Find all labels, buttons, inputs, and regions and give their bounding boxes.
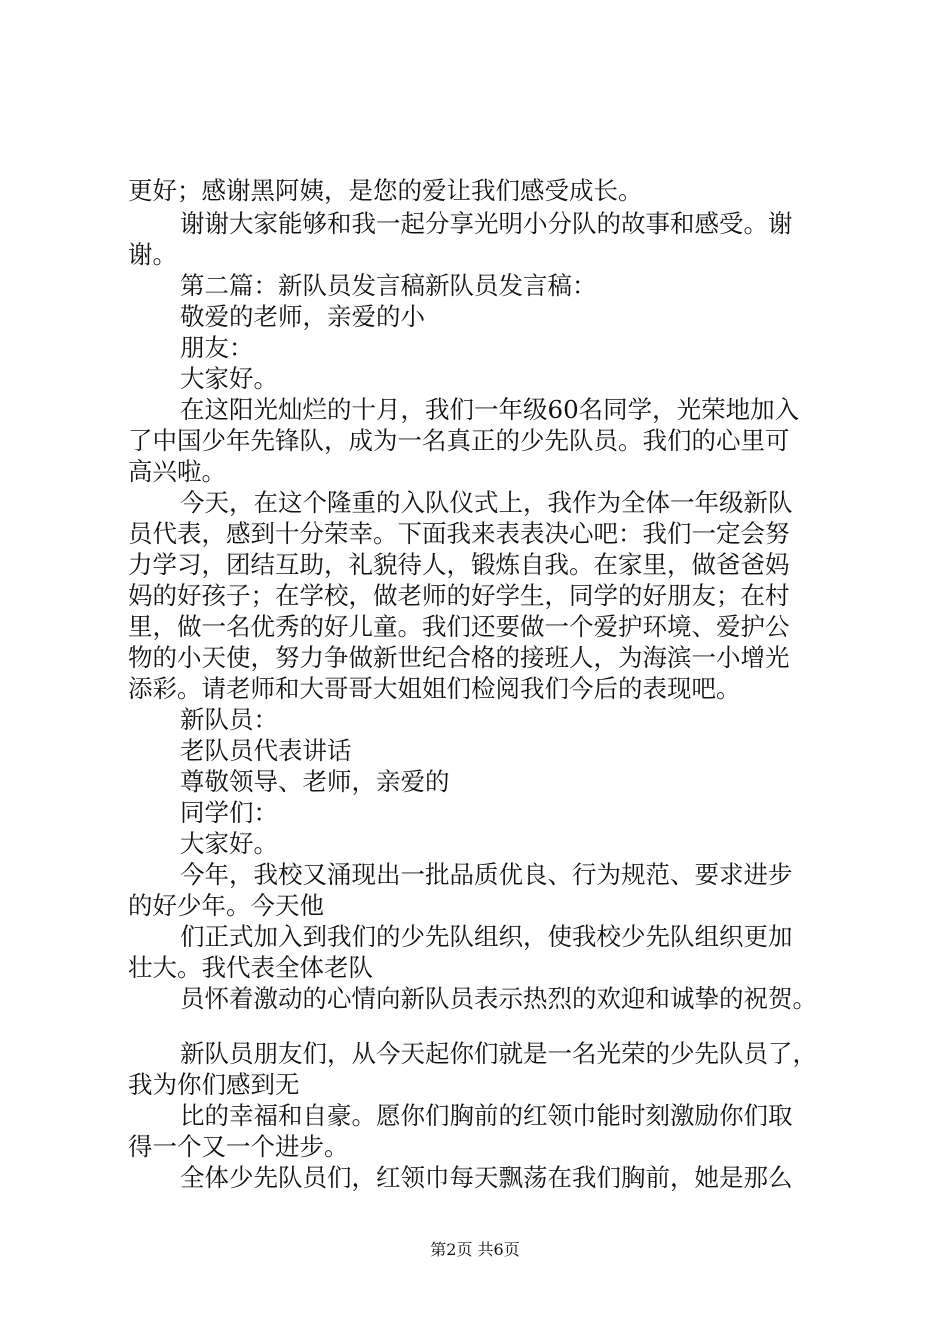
text-line-5: 敬爱的老师，亲爱的小 <box>180 302 425 331</box>
text-line-2: 谢谢大家能够和我一起分享光明小分队的故事和感受。谢 <box>180 209 793 238</box>
text-line-19: 老队员代表讲话 <box>180 736 352 765</box>
text-line-14: 妈的好孩子；在学校，做老师的好学生，同学的好朋友；在村 <box>128 581 790 610</box>
text-line-11: 今天，在这个隆重的入队仪式上，我作为全体一年级新队 <box>180 488 793 517</box>
text-line-29: 我为你们感到无 <box>128 1070 300 1099</box>
page-number: 第2页 共6页 <box>430 1240 520 1259</box>
text-line-9: 了中国少年先锋队，成为一名真正的少先队员。我们的心里可 <box>128 426 790 455</box>
text-line-23: 今年，我校又涌现出一批品质优良、行为规范、要求进步 <box>180 860 793 889</box>
text-line-20: 尊敬领导、老师，亲爱的 <box>180 767 450 796</box>
text-line-25: 们正式加入到我们的少先队组织，使我校少先队组织更加 <box>180 922 793 951</box>
text-line-17: 添彩。请老师和大哥哥大姐姐们检阅我们今后的表现吧。 <box>128 674 741 703</box>
text-line-10: 高兴啦。 <box>128 457 226 486</box>
text-line-21: 同学们： <box>180 798 278 827</box>
text-line-30: 比的幸福和自豪。愿你们胸前的红领巾能时刻激励你们取 <box>180 1101 793 1130</box>
text-line-1: 更好；感谢黑阿姨，是您的爱让我们感受成长。 <box>128 176 643 205</box>
text-line-26: 壮大。我代表全体老队 <box>128 953 373 982</box>
text-line-13: 力学习，团结互助，礼貌待人，锻炼自我。在家里，做爸爸妈 <box>128 550 790 579</box>
text-line-15: 里，做一名优秀的好儿童。我们还要做一个爱护环境、爱护公 <box>128 612 790 641</box>
text-line-24: 的好少年。今天他 <box>128 891 324 920</box>
text-line-7: 大家好。 <box>180 364 278 393</box>
text-line-8: 在这阳光灿烂的十月，我们一年级60名同学，光荣地加入 <box>180 395 800 424</box>
text-line-27: 员怀着激动的心情向新队员表示热烈的欢迎和诚挚的祝贺。 <box>180 984 817 1013</box>
text-line-28: 新队员朋友们，从今天起你们就是一名光荣的少先队员了， <box>180 1039 817 1068</box>
text-line-32: 全体少先队员们，红领巾每天飘荡在我们胸前，她是那么 <box>180 1163 793 1192</box>
text-line-6: 朋友： <box>180 333 254 362</box>
text-line-18: 新队员： <box>180 705 278 734</box>
text-line-31: 得一个又一个进步。 <box>128 1132 349 1161</box>
text-line-12: 员代表，感到十分荣幸。下面我来表表决心吧：我们一定会努 <box>128 519 790 548</box>
text-line-22: 大家好。 <box>180 829 278 858</box>
text-line-4: 第二篇：新队员发言稿新队员发言稿： <box>180 271 597 300</box>
text-line-16: 物的小天使，努力争做新世纪合格的接班人，为海滨一小增光 <box>128 643 790 672</box>
text-line-3: 谢。 <box>128 240 177 269</box>
